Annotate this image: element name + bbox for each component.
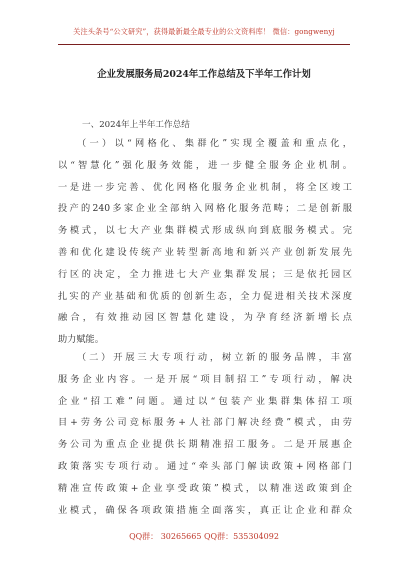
paragraph-line: 助力赋能。 — [58, 334, 104, 346]
section-heading: 一、2024年上半年工作总结 — [82, 120, 190, 130]
header-banner: 关注头条号“公文研究”，获得最新最全最专业的公文资料库！ 微信：gongwenyj — [73, 27, 335, 36]
paragraph-line: 企业“招工难”问题。通过以“包装产业集群集体招工项 — [58, 395, 352, 407]
paragraph-2 — [58, 347, 352, 521]
paragraph-line: 精准宣传政策+企业享受政策”模式，以精准送政策到企 — [58, 482, 352, 494]
paragraph-line: （一）以“网格化、集群化”实现全覆盖和重点化， — [77, 138, 352, 149]
paragraph-line: 目+劳务公司竞标服务+人社部门解决经费”模式，由劳 — [58, 417, 352, 429]
paragraph-line: 务模式，以七大产业集群模式形成纵向到底服务模式。完 — [58, 225, 352, 237]
paragraph-line: （二）开展三大专项行动，树立新的服务品牌，丰富 — [77, 352, 352, 363]
paragraph-line: 投产的240多家企业全部纳入网格化服务范畴；二是创新服 — [58, 203, 352, 215]
document-title: 企业发展服务局2024年工作总结及下半年工作计划 — [97, 69, 311, 80]
paragraph-line: 扎实的产业基础和优质的创新生态，全力促进相关技术深度 — [58, 290, 352, 302]
paragraph-line: 融合，有效推动园区智慧化建设，为孕育经济新增长点 — [58, 312, 352, 324]
header-divider — [58, 44, 350, 45]
paragraph-1 — [58, 133, 352, 351]
paragraph-line: 以“智慧化”强化服务效能，进一步健全服务企业机制。 — [58, 159, 352, 171]
paragraph-line: 善和优化建设传统产业转型新高地和新兴产业创新发展先 — [58, 246, 352, 258]
paragraph-line: 行区的决定，全力推进七大产业集群发展；三是依托园区 — [58, 268, 352, 280]
paragraph-line: 务公司为重点企业提供长期精准招工服务。二是开展惠企 — [58, 439, 352, 451]
paragraph-line: 一是进一步完善、优化网格化服务企业机制，将全区竣工 — [58, 181, 352, 193]
paragraph-line: 服务企业内容。一是开展“项目制招工”专项行动，解决 — [58, 373, 352, 385]
paragraph-line: 政策落实专项行动。通过“牵头部门解读政策+网格部门 — [58, 460, 352, 472]
footer-contact: QQ群： 30265665 QQ群：535304092 — [129, 532, 279, 541]
paragraph-line: 业模式，确保各项政策措施全面落实，真正让企业和群众 — [58, 504, 352, 516]
